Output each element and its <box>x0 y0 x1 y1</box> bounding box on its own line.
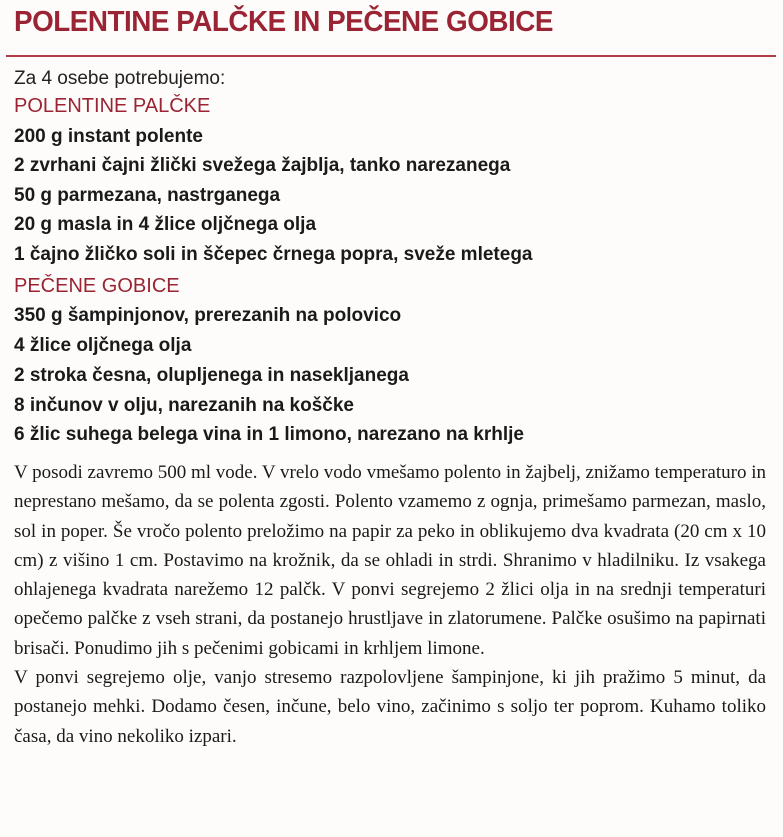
ingredient-item: 50 g parmezana, nastrganega <box>14 185 281 206</box>
section-heading-polenta: POLENTINE PALČKE <box>14 95 211 117</box>
ingredient-item: 350 g šampinjonov, prerezanih na polovico <box>14 305 402 326</box>
ingredient-item: 2 zvrhani čajni žlički svežega žajblja, tanko narezanega <box>14 155 511 176</box>
title-divider <box>6 55 776 57</box>
instruction-paragraph: V posodi zavremo 500 ml vode. V vrelo vodo vmešamo polento in žajbelj, znižamo temperaturo in neprestano mešamo, da se polenta zgosti. Polento vzamemo z ognja, primešamo parmezan, maslo, sol in poper. Še vročo polento preložimo na papir za peko in oblikujemo dva kvadrata (20 cm x 10 cm) z višino 1 cm. Postavimo na krožnik, da se ohladi in strdi. Shranimo v hladilniku. Iz vsakega ohlajenega kvadrata narežemo 12 palčk. V ponvi segrejemo 2 žlici olja in na srednji temperaturi opečemo palčke z vseh strani, da postanejo hrustljave in zlatorumene. Palčke osušimo na papirnati brisači. Ponudimo jih s pečenimi gobicami in krhljem limone. <box>14 462 766 659</box>
ingredient-item: 6 žlic suhega belega vina in 1 limono, narezano na krhlje <box>14 424 524 445</box>
ingredient-item: 4 žlice oljčnega olja <box>14 335 192 356</box>
ingredient-item: 1 čajno žličko soli in ščepec črnega popra, sveže mletega <box>14 244 533 265</box>
instructions <box>14 458 766 751</box>
ingredient-item: 2 stroka česna, olupljenega in nasekljanega <box>14 365 409 386</box>
ingredient-item: 200 g instant polente <box>14 126 203 147</box>
ingredient-item: 20 g masla in 4 žlice oljčnega olja <box>14 214 317 235</box>
recipe-title: POLENTINE PALČKE IN PEČENE GOBICE <box>14 6 553 38</box>
instruction-paragraph: V ponvi segrejemo olje, vanjo stresemo razpolovljene šampinjone, ki jih pražimo 5 minut, da postanejo mehki. Dodamo česen, inčune, belo vino, začinimo s soljo ter poprom. Kuhamo toliko časa, da vino nekoliko izpari. <box>14 667 766 747</box>
ingredient-item: 8 inčunov v olju, narezanih na koščke <box>14 395 354 416</box>
section-heading-mushrooms: PEČENE GOBICE <box>14 275 180 297</box>
servings-intro: Za 4 osebe potrebujemo: <box>14 68 226 89</box>
